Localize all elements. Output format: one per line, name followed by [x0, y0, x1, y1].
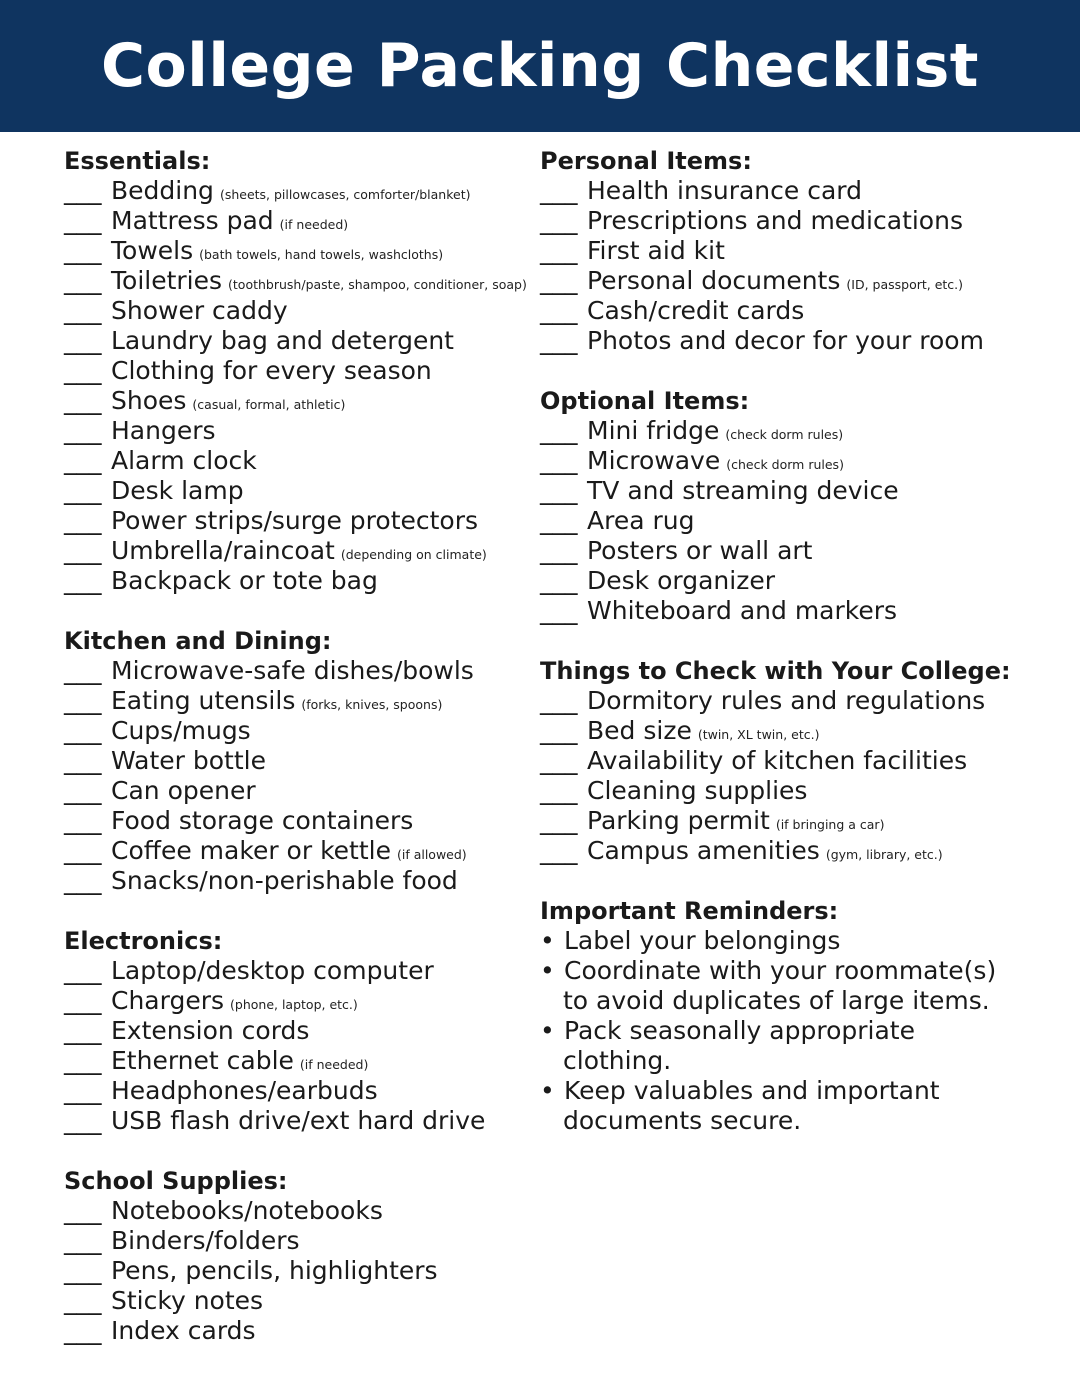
checklist-item[interactable] [64, 326, 524, 356]
section-personal [540, 146, 1070, 356]
reminder-text: Coordinate with your roommate(s) [564, 956, 997, 985]
checkbox-blank: ___ [64, 476, 102, 505]
item-label: USB flash drive/ext hard drive [111, 1106, 486, 1135]
checkbox-blank: ___ [64, 806, 102, 835]
checklist-item[interactable] [64, 206, 524, 236]
item-note: (twin, XL twin, etc.) [697, 727, 820, 742]
checklist-item[interactable] [64, 956, 524, 986]
checklist-item[interactable] [64, 386, 524, 416]
item-label: Notebooks/notebooks [111, 1196, 383, 1225]
checkbox-blank: ___ [64, 446, 102, 475]
item-note: (gym, library, etc.) [825, 847, 943, 862]
item-label: Umbrella/raincoat [111, 536, 335, 565]
checkbox-blank: ___ [540, 596, 578, 625]
checkbox-blank: ___ [64, 956, 102, 985]
item-note: (if needed) [299, 1057, 369, 1072]
checkbox-blank: ___ [64, 836, 102, 865]
reminder-line [540, 956, 1070, 986]
checkbox-blank: ___ [64, 416, 102, 445]
item-note: (if needed) [279, 217, 349, 232]
bullet-icon: • [540, 926, 555, 955]
right-column [540, 146, 1070, 1166]
checklist-item[interactable] [540, 176, 1070, 206]
section-title: Personal Items: [540, 147, 752, 175]
checkbox-blank: ___ [64, 176, 102, 205]
item-note: (check dorm rules) [726, 457, 844, 472]
bullet-icon: • [540, 956, 555, 985]
checkbox-blank: ___ [64, 1046, 102, 1075]
checklist-item[interactable] [64, 446, 524, 476]
reminder-text-continued: documents secure. [563, 1106, 802, 1135]
checkbox-blank: ___ [540, 536, 578, 565]
checkbox-blank: ___ [64, 746, 102, 775]
item-label: Microwave-safe dishes/bowls [111, 656, 474, 685]
checklist-item[interactable] [64, 1046, 524, 1076]
reminder-line [540, 1016, 1070, 1046]
item-label: Extension cords [111, 1016, 310, 1045]
checkbox-blank: ___ [64, 206, 102, 235]
item-note: (if bringing a car) [775, 817, 885, 832]
item-label: Cups/mugs [111, 716, 251, 745]
checkbox-blank: ___ [540, 806, 578, 835]
item-label: Index cards [111, 1316, 256, 1345]
item-note: (forks, knives, spoons) [301, 697, 443, 712]
item-note: (depending on climate) [340, 547, 487, 562]
checkbox-blank: ___ [64, 686, 102, 715]
item-label: Photos and decor for your room [587, 326, 984, 355]
bullet-icon: • [540, 1016, 555, 1045]
item-label: Can opener [111, 776, 256, 805]
checklist-item[interactable] [540, 446, 1070, 476]
checkbox-blank: ___ [540, 296, 578, 325]
checklist-item[interactable] [540, 296, 1070, 326]
item-label: Backpack or tote bag [111, 566, 378, 595]
item-label: TV and streaming device [587, 476, 899, 505]
section-title: Kitchen and Dining: [64, 627, 332, 655]
checklist-item[interactable] [64, 356, 524, 386]
checklist-item[interactable] [540, 236, 1070, 266]
checkbox-blank: ___ [540, 236, 578, 265]
item-label: Eating utensils [111, 686, 296, 715]
checklist-item[interactable] [540, 206, 1070, 236]
item-note: (toothbrush/paste, shampoo, conditioner, soap) [228, 277, 527, 292]
item-label: Alarm clock [111, 446, 257, 475]
item-label: Cleaning supplies [587, 776, 808, 805]
section-title: School Supplies: [64, 1167, 288, 1195]
checklist-item[interactable] [64, 1256, 524, 1286]
item-label: Desk lamp [111, 476, 244, 505]
item-label: Toiletries [111, 266, 223, 295]
section-check-with-college [540, 656, 1070, 866]
checklist-item[interactable] [540, 566, 1070, 596]
checklist-item[interactable] [540, 266, 1070, 296]
reminder-text: Label your belongings [564, 926, 841, 955]
item-label: Mattress pad [111, 206, 274, 235]
section-kitchen [64, 626, 524, 896]
item-label: Health insurance card [587, 176, 862, 205]
page-title: College Packing Checklist [101, 31, 979, 101]
checkbox-blank: ___ [540, 416, 578, 445]
item-label: Campus amenities [587, 836, 820, 865]
checklist-item[interactable] [540, 476, 1070, 506]
checklist-item[interactable] [64, 1016, 524, 1046]
checkbox-blank: ___ [64, 776, 102, 805]
checkbox-blank: ___ [64, 386, 102, 415]
checklist-item[interactable] [540, 836, 1070, 866]
checklist-item[interactable] [540, 416, 1070, 446]
checklist-item[interactable] [540, 536, 1070, 566]
checkbox-blank: ___ [64, 1016, 102, 1045]
checklist-item[interactable] [540, 746, 1070, 776]
checklist-item[interactable] [64, 656, 524, 686]
item-label: Chargers [111, 986, 225, 1015]
checklist-item[interactable] [64, 836, 524, 866]
bullet-icon: • [540, 1076, 555, 1105]
checklist-item[interactable] [64, 266, 527, 296]
checklist-item[interactable] [540, 506, 1070, 536]
checklist-item[interactable] [64, 416, 524, 446]
checklist-item[interactable] [540, 716, 1070, 746]
checklist-item[interactable] [64, 476, 524, 506]
item-label: Water bottle [111, 746, 266, 775]
item-note: (check dorm rules) [725, 427, 844, 442]
item-label: Cash/credit cards [587, 296, 805, 325]
checklist-item[interactable] [64, 1076, 524, 1106]
checkbox-blank: ___ [540, 206, 578, 235]
checklist-item[interactable] [64, 1226, 524, 1256]
checkbox-blank: ___ [64, 656, 102, 685]
checkbox-blank: ___ [64, 986, 102, 1015]
checklist-item[interactable] [64, 686, 524, 716]
reminder-text-continued: clothing. [563, 1046, 672, 1075]
checklist-item[interactable] [540, 776, 1070, 806]
item-label: Binders/folders [111, 1226, 300, 1255]
reminder-list [540, 926, 1070, 1136]
checkbox-blank: ___ [64, 866, 102, 895]
checkbox-blank: ___ [64, 1106, 102, 1135]
checkbox-blank: ___ [540, 506, 578, 535]
checklist-item[interactable] [64, 806, 524, 836]
item-label: Laptop/desktop computer [111, 956, 434, 985]
item-label: Headphones/earbuds [111, 1076, 378, 1105]
section-school-supplies [64, 1166, 524, 1346]
checklist-item[interactable] [64, 986, 524, 1016]
checkbox-blank: ___ [64, 1316, 102, 1345]
item-label: Mini fridge [587, 416, 720, 445]
checkbox-blank: ___ [540, 566, 578, 595]
checkbox-blank: ___ [540, 746, 578, 775]
item-label: Pens, pencils, highlighters [111, 1256, 438, 1285]
left-column [64, 146, 527, 1376]
item-note: (sheets, pillowcases, comforter/blanket) [219, 187, 471, 202]
checklist-item[interactable] [64, 176, 524, 206]
item-label: Posters or wall art [587, 536, 813, 565]
checkbox-blank: ___ [64, 1076, 102, 1105]
item-label: Parking permit [587, 806, 770, 835]
section-reminders [540, 896, 1070, 1136]
checklist-item[interactable] [64, 566, 524, 596]
checklist-item[interactable] [64, 1316, 524, 1346]
checklist-item[interactable] [540, 686, 1070, 716]
item-label: Ethernet cable [111, 1046, 294, 1075]
checkbox-blank: ___ [540, 836, 578, 865]
item-label: Bed size [587, 716, 692, 745]
checkbox-blank: ___ [540, 446, 578, 475]
checkbox-blank: ___ [64, 1226, 102, 1255]
item-label: Desk organizer [587, 566, 775, 595]
checklist-item[interactable] [64, 776, 524, 806]
item-note: (ID, passport, etc.) [846, 277, 964, 292]
checkbox-blank: ___ [64, 536, 102, 565]
section-optional [540, 386, 1070, 626]
item-note: (casual, formal, athletic) [192, 397, 346, 412]
checkbox-blank: ___ [64, 1196, 102, 1225]
item-label: Personal documents [587, 266, 841, 295]
section-title: Essentials: [64, 147, 211, 175]
checklist-item[interactable] [64, 1106, 524, 1136]
section-essentials [64, 146, 527, 596]
reminder-item [540, 1076, 1070, 1136]
item-label: Shower caddy [111, 296, 288, 325]
item-label: Hangers [111, 416, 216, 445]
checkbox-blank: ___ [64, 326, 102, 355]
checkbox-blank: ___ [64, 506, 102, 535]
checkbox-blank: ___ [64, 716, 102, 745]
item-label: Laundry bag and detergent [111, 326, 454, 355]
checklist-item[interactable] [64, 506, 524, 536]
checklist-item[interactable] [64, 716, 524, 746]
reminder-line [540, 926, 1070, 956]
item-label: Towels [111, 236, 194, 265]
checklist-item[interactable] [540, 806, 1070, 836]
reminder-item [540, 926, 1070, 956]
item-label: Sticky notes [111, 1286, 264, 1315]
item-label: First aid kit [587, 236, 725, 265]
checkbox-blank: ___ [540, 776, 578, 805]
item-label: Availability of kitchen facilities [587, 746, 968, 775]
item-label: Food storage containers [111, 806, 414, 835]
reminder-item [540, 956, 1070, 1016]
item-note: (if allowed) [396, 847, 467, 862]
checklist-item[interactable] [64, 866, 524, 896]
checkbox-blank: ___ [540, 476, 578, 505]
reminder-text: Pack seasonally appropriate [564, 1016, 915, 1045]
item-label: Area rug [587, 506, 695, 535]
checklist-item[interactable] [64, 1286, 524, 1316]
checkbox-blank: ___ [540, 716, 578, 745]
checkbox-blank: ___ [540, 326, 578, 355]
checklist-item[interactable] [64, 296, 524, 326]
reminder-line [540, 1076, 1070, 1106]
checkbox-blank: ___ [64, 1286, 102, 1315]
item-label: Clothing for every season [111, 356, 432, 385]
item-label: Snacks/non-perishable food [111, 866, 458, 895]
checkbox-blank: ___ [64, 356, 102, 385]
checkbox-blank: ___ [64, 266, 102, 295]
item-label: Microwave [587, 446, 721, 475]
checkbox-blank: ___ [64, 296, 102, 325]
checkbox-blank: ___ [540, 266, 578, 295]
checkbox-blank: ___ [64, 236, 102, 265]
checkbox-blank: ___ [540, 176, 578, 205]
header-banner [0, 0, 1080, 132]
reminder-item [540, 1016, 1070, 1076]
checkbox-blank: ___ [540, 686, 578, 715]
section-title: Important Reminders: [540, 897, 839, 925]
item-label: Bedding [111, 176, 214, 205]
item-note: (phone, laptop, etc.) [230, 997, 358, 1012]
item-label: Power strips/surge protectors [111, 506, 479, 535]
item-label: Whiteboard and markers [587, 596, 898, 625]
section-electronics [64, 926, 524, 1136]
item-label: Coffee maker or kettle [111, 836, 391, 865]
checkbox-blank: ___ [64, 1256, 102, 1285]
item-label: Dormitory rules and regulations [587, 686, 986, 715]
checkbox-blank: ___ [64, 566, 102, 595]
checklist-item[interactable] [64, 1196, 524, 1226]
checklist-item[interactable] [64, 746, 524, 776]
checklist-item[interactable] [540, 326, 1070, 356]
checklist-item[interactable] [540, 596, 1070, 626]
checklist-item[interactable] [64, 236, 524, 266]
section-title: Optional Items: [540, 387, 750, 415]
reminder-text-continued: to avoid duplicates of large items. [563, 986, 990, 1015]
reminder-text: Keep valuables and important [564, 1076, 940, 1105]
item-note: (bath towels, hand towels, washcloths) [199, 247, 444, 262]
section-title: Things to Check with Your College: [540, 657, 1011, 685]
section-title: Electronics: [64, 927, 223, 955]
checklist-item[interactable] [64, 536, 524, 566]
item-label: Shoes [111, 386, 187, 415]
item-label: Prescriptions and medications [587, 206, 963, 235]
